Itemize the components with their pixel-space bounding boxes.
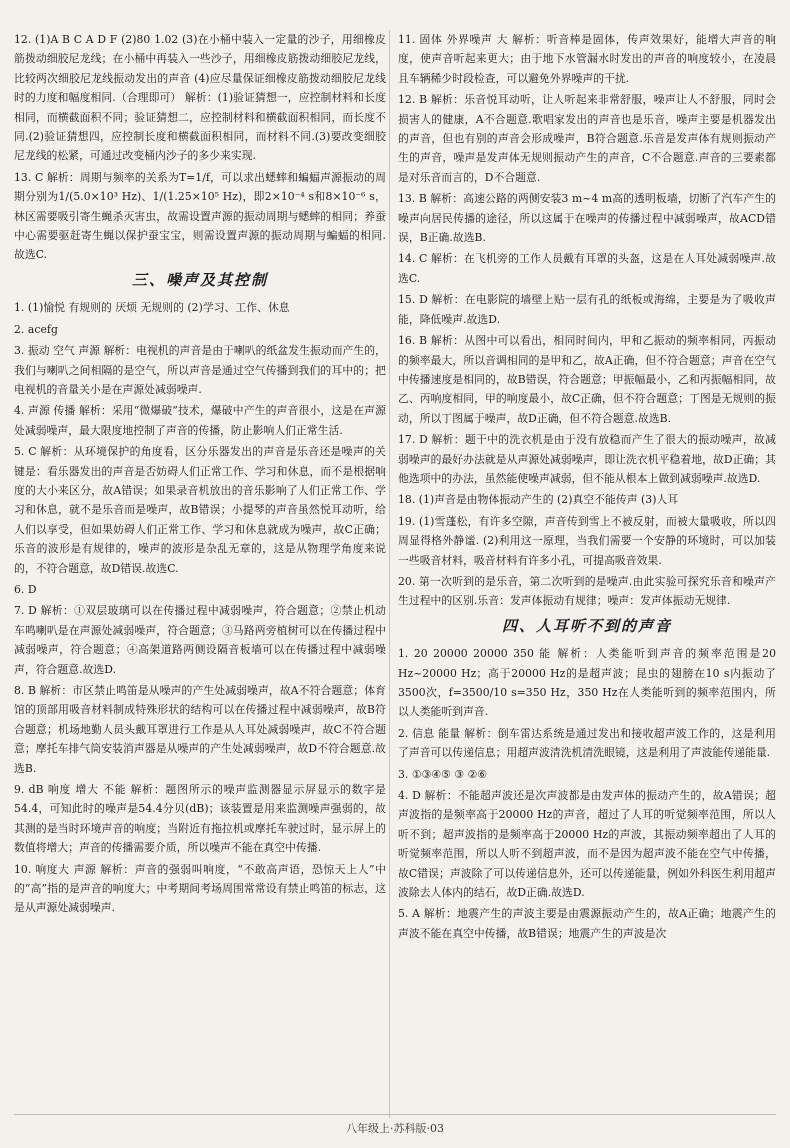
- answer-item: 3. 振动 空气 声源 解析：电视机的声音是由于喇叭的纸盆发生振动而产生的，我们与喇叭之间相隔的是空气，所以声音是通过空气传播到我们的耳中的；把电视机的音量关小是在声源处减弱噪声.: [14, 344, 386, 396]
- left-items-after: [14, 298, 386, 918]
- answer-item: 13. C 解析：周期与频率的关系为T=1/f，可以求出蟋蟀和蝙蝠声源振动的周期分别为1/(5.0×10³ Hz)、1/(1.25×10⁵ Hz)，即2×10⁻⁴ s和8×10⁻⁶ s，林区需要吸引寄生蝇杀灭害虫，故需设置声源的振动周期与蟋蟀的相同；养蚕中心需要驱赶寄生蝇以保护蚕宝宝，则需设置声源的振动周期与蝙蝠的相同.故选C.: [14, 170, 386, 262]
- answer-item: 3. ①③④⑤ ③ ②⑥: [398, 767, 487, 781]
- answer-item: 6. D: [14, 582, 37, 596]
- answer-item: 12. B 解析：乐音悦耳动听，让人听起来非常舒服，噪声让人不舒服，同时会损害人的健康，A不合题意.歌唱家发出的声音也是乐音，噪声主要是机器发出的声音，但也有别的声音会形成噪声，B符合题意.乐音是发声体有规则振动产生的声音，噪声是发声体无规则振动产生的声音，C不合题意.声音的三要素都是对乐音而言的，D不合题意.: [398, 93, 776, 184]
- answer-item: 1. (1)愉悦 有规则的 厌烦 无规则的 (2)学习、工作、休息: [14, 301, 290, 315]
- right-items-after: [398, 644, 776, 943]
- answer-item: 8. B 解析：市区禁止鸣笛是从噪声的产生处减弱噪声，故A不符合题意；体育馆的顶部用吸音材料制成特殊形状的结构可以在传播过程中减弱噪声，故B符合题意；机场地勤人员头戴耳罩进行工作是从人耳处减弱噪声，故C不符合题意；摩托车排气筒安装消声器是从噪声的产生处减弱噪声，故D不符合题意.故选B.: [14, 684, 386, 775]
- answer-item: 9. dB 响度 增大 不能 解析：题图所示的噪声监测器显示屏显示的数字是54.4，可知此时的噪声是54.4分贝(dB)；该装置是用来监测噪声强弱的，故其测的是当时环境声音的响度；当附近有拖拉机或摩托车驶过时，显示屏上的数值将增大；声音的传播需要介质，所以噪声不能在真空中传播.: [14, 783, 386, 855]
- answer-item: 17. D 解析：题干中的洗衣机是由于没有放稳而产生了很大的振动噪声，故减弱噪声的最好办法就是从声源处减弱噪声，即让洗衣机平稳着地，故D正确；其他选项中的办法，虽然能使噪声减弱，但不能从根本上做到减弱噪声.故选D.: [398, 433, 776, 485]
- answer-item: 15. D 解析：在电影院的墙壁上贴一层有孔的纸板或海绵，主要是为了吸收声能，降低噪声.故选D.: [398, 293, 776, 326]
- answer-item: 11. 固体 外界噪声 大 解析：听音棒是固体，传声效果好，能增大声音的响度，使声音听起来更大；由于地下水管漏水时发出的声音的响度较小，在凌晨且车辆稀少时段检查，可以避免外界噪声的干扰.: [398, 33, 776, 85]
- answer-item: 4. D 解析：不能超声波还是次声波都是由发声体的振动产生的，故A错误；超声波指的是频率高于20000 Hz的声音，超过了人耳的听觉频率范围，所以人听不到；超声波指的是频率高于20000 Hz的声波，其振动频率超出了人耳的听觉频率范围，所以人听不到超声波，而不是因为超声波不能在空气中传播，故C错误；声波除了可以传递信息外，还可以传递能量，例如外科医生利用超声波除去人体内的结石，故D正确.故选D.: [398, 789, 776, 900]
- right-items-before: [398, 30, 776, 611]
- answer-item: 19. (1)雪蓬松，有许多空隙，声音传到雪上不被反射，而被大量吸收，所以四周显得格外静谧. (2)利用这一原理，当我们需要一个安静的环境时，可以加装一些吸音材料，吸音材料有许多小孔，可提高吸音效果.: [398, 514, 776, 567]
- answer-item: 5. A 解析：地震产生的声波主要是由震源振动产生的，故A正确；地震产生的声波不能在真空中传播，故B错误；地震产生的声波是次: [398, 907, 776, 940]
- answer-item: 14. C 解析：在飞机旁的工作人员戴有耳罩的头盔，这是在人耳处减弱噪声.故选C.: [398, 252, 776, 285]
- section-title-noise-control: 三、噪声及其控制: [131, 270, 268, 289]
- answer-item: 18. (1)声音是由物体振动产生的 (2)真空不能传声 (3)人耳: [398, 493, 679, 507]
- answer-item: 2. 信息 能量 解析：倒车雷达系统是通过发出和接收超声波工作的，这是利用了声音可以传递信息；用超声波清洗机清洗眼镜，这是利用了声波能传递能量.: [398, 726, 776, 760]
- answer-item: 12. (1)A B C A D F (2)80 1.02 (3)在小桶中装入一定量的沙子，用细橡皮筋拨动细胶尼龙线；在小桶中再装入一些沙子，用细橡皮筋拨动细胶尼龙线，比较两次细胶尼龙线振动发出的声音 (4)应尽量保证细橡皮筋拨动细胶尼龙线时的力度和幅度相同.（合理即可） 解析：(1)验证猜想一，应控制材料和长度相同，而横截面积不同；验证猜想二，应控制材料和横截面积相同，而长度不同.(2)验证猜想四，应控制长度和横截面积相同，而材料不同.(3)要改变细胶尼龙线的松紧，可通过改变桶内沙子的多少来实现.: [14, 33, 386, 163]
- answer-item: 10. 响度大 声源 解析：声音的强弱叫响度，“不敢高声语，恐惊天上人”中的“高”指的是声音的响度大；中考期间考场周围常常设有禁止鸣笛的标志，这是从声源处减弱噪声.: [14, 862, 386, 915]
- answer-item: 16. B 解析：从图中可以看出，相同时间内，甲和乙振动的频率相同，丙振动的频率最大，所以音调相同的是甲和乙，故A正确，但不符合题意；声音在空气中传播速度是相同的，故B错误，符合题意；甲振幅最小，乙和丙振幅相同，故乙、丙响度相同，甲的响度最小，故C正确，但不符合题意；丁图是无规则的振动，所以丁图属于噪声，故D正确，但不符合题意.故选B.: [398, 334, 776, 425]
- answer-item: 5. C 解析：从环境保护的角度看，区分乐器发出的声音是乐音还是噪声的关键是：看乐器发出的声音是否妨碍人们正常工作、学习和休息，而不是根据响度的大小来区分，故A错误；如果录音机放出的音乐影响了人们正常工作、学习和休息，就不是乐音而是噪声，故B错误；小提琴的声音虽然悦耳动听，给人们以享受，但如果妨碍人们正常工作、学习和休息就成为噪声，故C正确；乐音的波形是有规律的，噪声的波形是杂乱无章的，这是从物理学角度来说的，不符合题意，故D错误.故选C.: [14, 445, 386, 575]
- answer-item: 1. 20 20000 20000 350 能 解析：人类能听到声音的频率范围是20 Hz~20000 Hz；高于20000 Hz的是超声波；昆虫的翅膀在10 s内振动了3500次，f=3500/10 s=350 Hz，350 Hz在人类能听到的频率范围内，所以人类能听到声音.: [398, 647, 776, 719]
- column-divider: [389, 30, 390, 1118]
- answer-item: 13. B 解析：高速公路的两侧安装3 m~4 m高的透明板墙，切断了汽车产生的噪声向居民传播的途径，所以这属于在噪声的传播过程中减弱噪声，故ACD错误，B正确.故选B.: [398, 192, 776, 245]
- left-column: [14, 30, 386, 920]
- answer-item: 2. acefg: [14, 322, 58, 336]
- section-title-inaudible-sound: 四、人耳听不到的声音: [501, 616, 672, 635]
- answer-item: 4. 声源 传播 解析：采用“微爆破”技术，爆破中产生的声音很小，这是在声源处减弱噪声，最大限度地控制了声音的传播，防止影响人们正常生活.: [14, 404, 386, 437]
- answer-item: 7. D 解析：①双层玻璃可以在传播过程中减弱噪声，符合题意；②禁止机动车鸣喇叭是在声源处减弱噪声，符合题意；③马路两旁植树可以在传播过程中减弱噪声，符合题意；④高架道路两侧设隔音板墙可以在传播过程中减弱噪声，符合题意.故选D.: [14, 604, 386, 676]
- right-column: [398, 30, 776, 945]
- answer-item: 20. 第一次听到的是乐音，第二次听到的是噪声.由此实验可探究乐音和噪声产生过程中的区别.乐音：发声体振动有规律；噪声：发声体振动无规律.: [398, 574, 776, 608]
- page-footer: 八年级上·苏科版·03: [346, 1122, 444, 1135]
- footer-rule: [14, 1114, 776, 1115]
- left-items-before: [14, 30, 386, 265]
